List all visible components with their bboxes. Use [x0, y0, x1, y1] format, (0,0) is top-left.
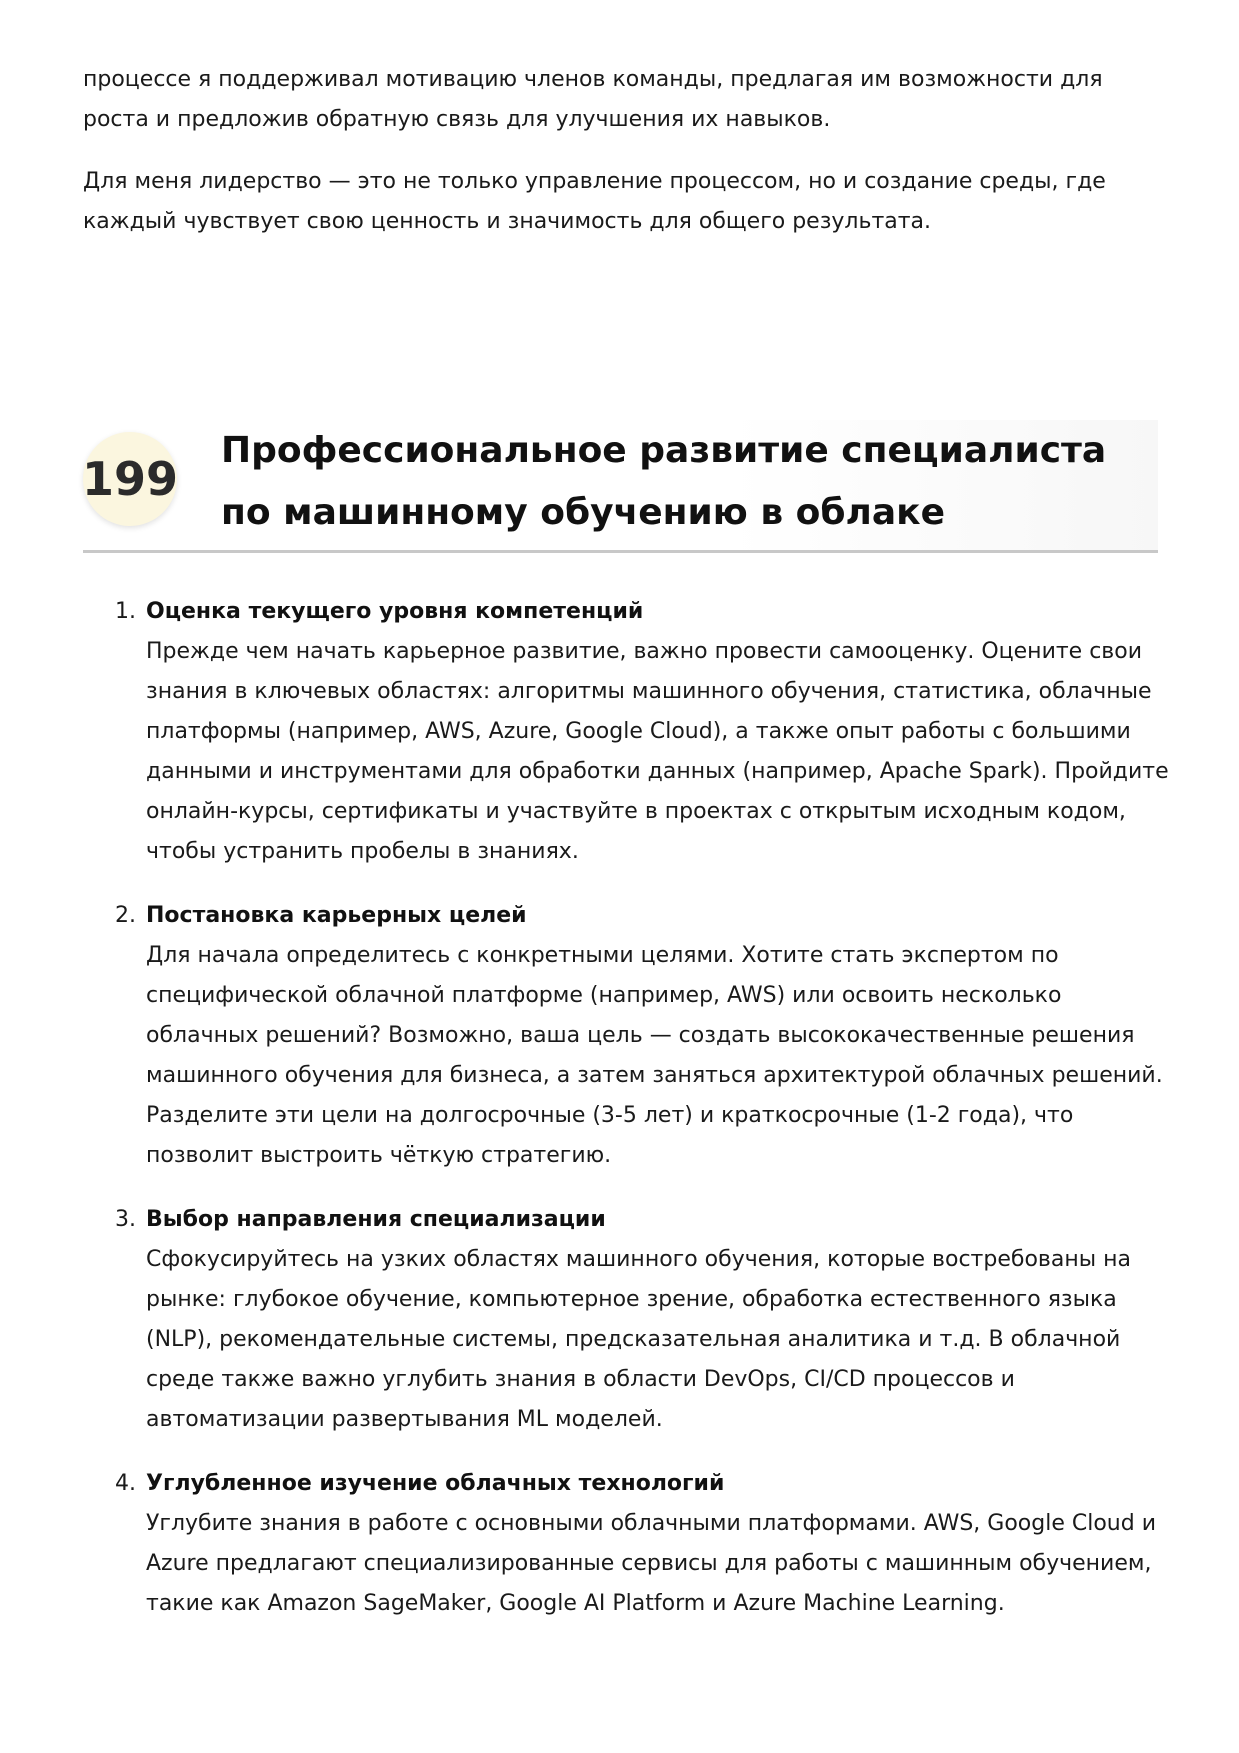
- list-item-text: Углубите знания в работе с основными облачными платформами. AWS, Google Cloud и Azure предлагают специализированные сервисы для работы с машинным обучением, такие как Amazon SageMaker, Google AI Platform и Azure Machine Learning.: [146, 1511, 1157, 1616]
- list-item-number: 2.: [115, 903, 136, 928]
- list-item-text: Прежде чем начать карьерное развитие, важно провести самооценку. Оцените свои знания в ключевых областях: алгоритмы машинного обучения, статистика, облачные платформы (например, AWS, Azure, Google Cloud), а также опыт работы с большими данными и инструментами для обработки данных (например, Apache Spark). Пройдите онлайн-курсы, сертификаты и участвуйте в проектах с открытым исходным кодом, чтобы устранить пробелы в знаниях.: [146, 639, 1169, 864]
- list-item-text: Сфокусируйтесь на узких областях машинного обучения, которые востребованы на рынке: глубокое обучение, компьютерное зрение, обработка естественного языка (NLP), рекомендательные системы, предсказательная аналитика и т.д. В облачной среде также важно углубить знания в области DevOps, CI/CD процессов и автоматизации развертывания ML моделей.: [146, 1247, 1131, 1432]
- list-item: [115, 1200, 1175, 1440]
- section-title: Профессиональное развитие специалиста по машинному обучению в облаке: [221, 430, 1107, 533]
- list-item-heading: Постановка карьерных целей: [146, 903, 527, 928]
- list-item-number: 4.: [115, 1471, 136, 1496]
- intro-text: [83, 60, 1163, 264]
- list-item-number: 3.: [115, 1207, 136, 1232]
- list-item-heading: Выбор направления специализации: [146, 1207, 606, 1232]
- section-header: [83, 420, 1158, 553]
- list-item: [115, 896, 1175, 1176]
- list-item-heading: Углубленное изучение облачных технологий: [146, 1471, 725, 1496]
- list-item-number: 1.: [115, 599, 136, 624]
- intro-paragraph: процессе я поддерживал мотивацию членов команды, предлагая им возможности для роста и предложив обратную связь для улучшения их навыков.: [83, 67, 1103, 132]
- intro-paragraph: Для меня лидерство — это не только управление процессом, но и создание среды, где каждый чувствует свою ценность и значимость для общего результата.: [83, 169, 1106, 234]
- section-number-badge: 199: [83, 432, 177, 526]
- list-item: [115, 1464, 1175, 1624]
- list-item-heading: Оценка текущего уровня компетенций: [146, 599, 644, 624]
- list-item-text: Для начала определитесь с конкретными целями. Хотите стать экспертом по специфической облачной платформе (например, AWS) или освоить несколько облачных решений? Возможно, ваша цель — создать высококачественные решения машинного обучения для бизнеса, а затем заняться архитектурой облачных решений. Разделите эти цели на долгосрочные (3-5 лет) и краткосрочные (1-2 года), что позволит выстроить чёткую стратегию.: [146, 943, 1163, 1168]
- list-item: [115, 592, 1175, 872]
- numbered-list: [115, 592, 1175, 1648]
